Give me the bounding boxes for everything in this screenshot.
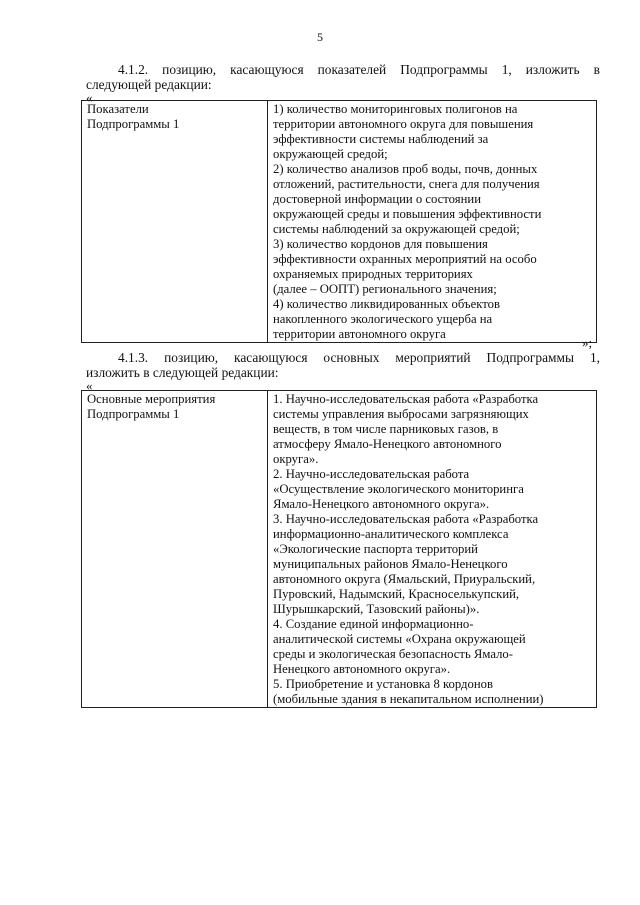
section-413-line2: изложить в следующей редакции: — [86, 365, 279, 380]
list-item: 4) количество ликвидированных объектов накопленного экологического ущерба на территории автономного округа — [273, 297, 500, 341]
list-item: 2) количество анализов проб воды, почв, донных отложений, растительности, снега для получения достоверной информации о состоянии окружающей среды и повышения эффективности системы наблюдений за окружающей средой; — [273, 162, 542, 236]
section-413-open-quote: « — [86, 378, 93, 393]
list-item: 2. Научно-исследовательская работа «Осуществление экологического мониторинга Ямало-Ненецкого автономного округа». — [273, 467, 524, 511]
section-412-line2: следующей редакции: — [86, 77, 212, 92]
indicators-label: Показатели Подпрограммы 1 — [87, 102, 180, 131]
page-number: 5 — [317, 30, 323, 44]
list-item: 5. Приобретение и установка 8 кордонов (мобильные здания в некапитальном исполнении) — [273, 677, 544, 706]
table-row — [82, 391, 597, 708]
section-413-line1: 4.1.3. позицию, касающуюся основных мероприятий Подпрограммы 1, — [118, 350, 600, 365]
section-412-close-quote: »; — [582, 335, 593, 350]
section-412-table — [81, 100, 597, 343]
activities-content-cell — [268, 391, 597, 708]
list-item: 3. Научно-исследовательская работа «Разработка информационно-аналитического комплекса «Экологические паспорта территорий муниципальных районов Ямало-Ненецкого автономного округа (Ямальский, Приуральский, Пуровский, Надымский, Красноселькупский, Шурышкарский, Тазовский районы)». — [273, 512, 539, 616]
list-item: 1. Научно-исследовательская работа «Разработка системы управления выбросами загрязняющих веществ, в том числе парниковых газов, в атмосферу Ямало-Ненецкого автономного округа». — [273, 392, 539, 466]
section-413-intro — [86, 350, 600, 380]
activities-label-cell — [82, 391, 268, 708]
list-item: 3) количество кордонов для повышения эффективности охранных мероприятий на особо охраняемых природных территориях (далее – ООПТ) регионального значения; — [273, 237, 537, 296]
section-412-line1: 4.1.2. позицию, касающуюся показателей Подпрограммы 1, изложить в — [118, 62, 600, 77]
section-413-table — [81, 390, 597, 708]
list-item: 1) количество мониторинговых полигонов на территории автономного округа для повышения эффективности системы наблюдений за окружающей средой; — [273, 102, 534, 161]
section-412-open-quote: « — [86, 90, 93, 105]
indicators-content-cell — [268, 101, 597, 343]
indicators-label-cell — [82, 101, 268, 343]
list-item: 4. Создание единой информационно- аналитической системы «Охрана окружающей среды и экологическая безопасность Ямало- Ненецкого автономного округа». — [273, 617, 526, 676]
table-row — [82, 101, 597, 343]
section-412-intro — [86, 62, 600, 92]
activities-label: Основные мероприятия Подпрограммы 1 — [87, 392, 216, 421]
